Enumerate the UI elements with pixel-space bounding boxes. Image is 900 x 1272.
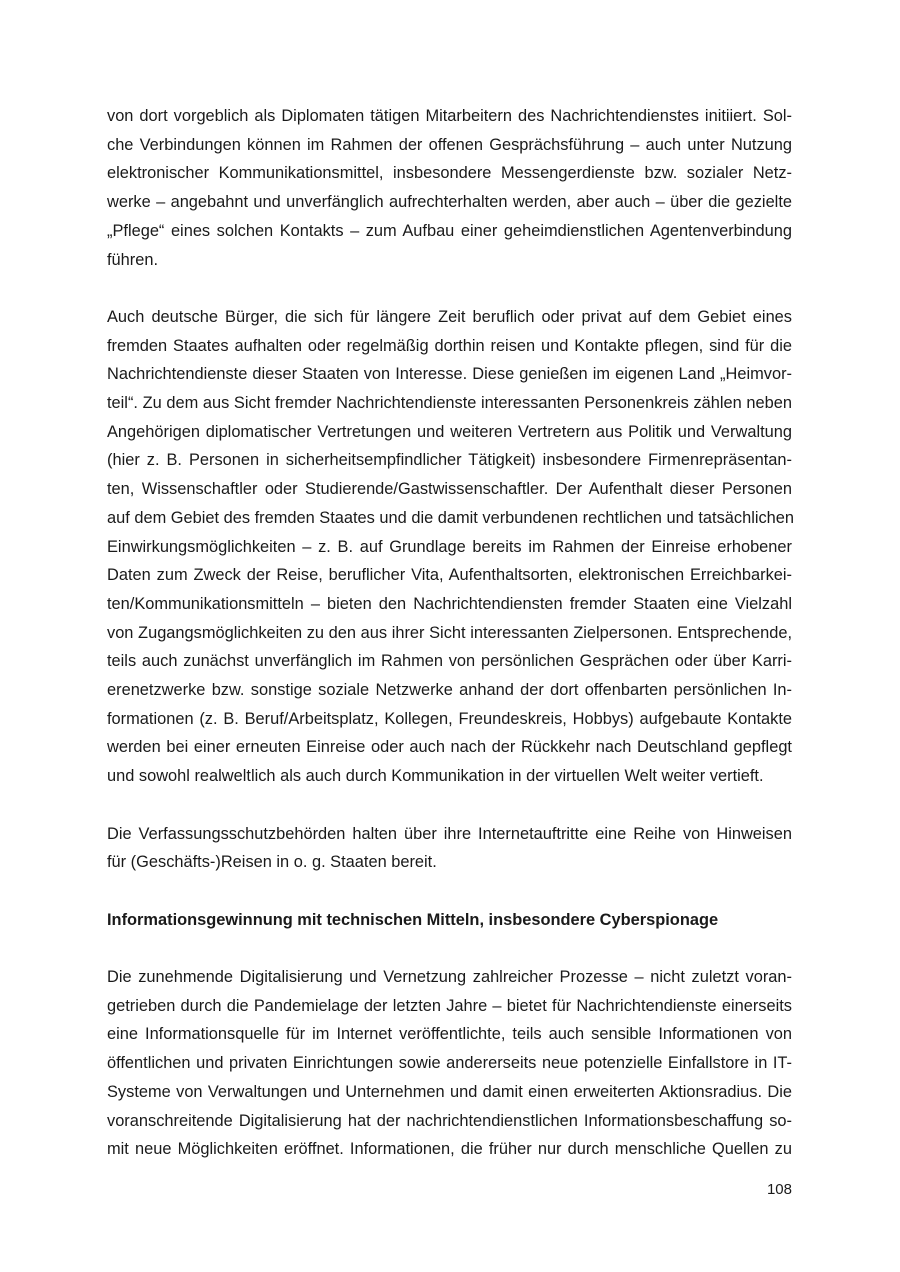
text-line: voranschreitende Digitalisierung hat der nachrichtendienstlichen Informationsbeschaffung so- <box>107 1111 792 1130</box>
text-line: Systeme von Verwaltungen und Unternehmen und damit einen erweiterten Aktionsradius. Die <box>107 1082 792 1101</box>
text-line: Einwirkungsmöglichkeiten – z. B. auf Grundlage bereits im Rahmen der Einreise erhobener <box>107 537 792 556</box>
text-line: (hier z. B. Personen in sicherheitsempfindlicher Tätigkeit) insbesondere Firmenrepräsentan- <box>107 451 792 470</box>
text-line: Die zunehmende Digitalisierung und Vernetzung zahlreicher Prozesse – nicht zuletzt voran- <box>107 968 792 987</box>
text-line: führen. <box>107 250 159 269</box>
paragraph-2 <box>107 303 795 791</box>
text-line: ten/Kommunikationsmitteln – bieten den Nachrichtendiensten fremder Staaten eine Vielzahl <box>107 594 792 613</box>
text-line: werden bei einer erneuten Einreise oder auch nach der Rückkehr nach Deutschland gepflegt <box>107 738 792 757</box>
text-line: eine Informationsquelle für im Internet veröffentlichte, teils auch sensible Informationen von <box>107 1025 792 1044</box>
text-line: teil“. Zu dem aus Sicht fremder Nachrichtendienste interessanten Personenkreis zählen neben <box>107 394 792 413</box>
text-line: werke – angebahnt und unverfänglich aufrechterhalten werden, aber auch – über die gezielte <box>107 193 792 212</box>
text-line: auf dem Gebiet des fremden Staates und die damit verbundenen rechtlichen und tatsächlichen <box>107 508 795 527</box>
text-line: elektronischer Kommunikationsmittel, insbesondere Messengerdienste bzw. sozialer Netz- <box>107 164 792 183</box>
paragraph-3 <box>107 820 792 877</box>
text-line: ten, Wissenschaftler oder Studierende/Gastwissenschaftler. Der Aufenthalt dieser Personen <box>107 480 792 499</box>
text-line: für (Geschäfts-)Reisen in o. g. Staaten bereit. <box>107 853 437 872</box>
paragraph-1 <box>107 102 792 274</box>
text-line: formationen (z. B. Beruf/Arbeitsplatz, Kollegen, Freundeskreis, Hobbys) aufgebaute Kontakte <box>107 709 792 728</box>
text-line: Angehörigen diplomatischer Vertretungen und weiteren Vertretern aus Politik und Verwaltung <box>107 422 792 441</box>
text-line: „Pflege“ eines solchen Kontakts – zum Aufbau einer geheimdienstlichen Agentenverbindung <box>107 221 792 240</box>
text-line: Auch deutsche Bürger, die sich für längere Zeit beruflich oder privat auf dem Gebiet eines <box>107 307 792 326</box>
text-line: Die Verfassungsschutzbehörden halten über ihre Internetauftritte eine Reihe von Hinweisen <box>107 824 792 843</box>
body-text <box>107 102 795 1164</box>
text-line: mit neue Möglichkeiten eröffnet. Informationen, die früher nur durch menschliche Quellen zu <box>107 1140 792 1159</box>
page-number: 108 <box>766 1181 792 1198</box>
text-line: fremden Staates aufhalten oder regelmäßig dorthin reisen und Kontakte pflegen, sind für die <box>107 336 792 355</box>
text-line: und sowohl realweltlich als auch durch Kommunikation in der virtuellen Welt weiter vertieft. <box>107 767 764 786</box>
section-heading: Informationsgewinnung mit technischen Mitteln, insbesondere Cyberspionage <box>107 910 719 929</box>
text-line: che Verbindungen können im Rahmen der offenen Gesprächsführung – auch unter Nutzung <box>107 135 792 154</box>
text-line: von Zugangsmöglichkeiten zu den aus ihrer Sicht interessanten Zielpersonen. Entsprechende, <box>107 623 792 642</box>
text-line: getrieben durch die Pandemielage der letzten Jahre – bietet für Nachrichtendienste einerseits <box>107 996 792 1015</box>
text-line: von dort vorgeblich als Diplomaten tätigen Mitarbeitern des Nachrichtendienstes initiiert. Sol- <box>107 107 792 125</box>
text-line: erenetzwerke bzw. sonstige soziale Netzwerke anhand der dort offenbarten persönlichen In- <box>107 681 792 700</box>
text-line: öffentlichen und privaten Einrichtungen sowie andererseits neue potenzielle Einfallstore in IT- <box>107 1054 792 1073</box>
paragraph-4 <box>107 963 792 1164</box>
text-line: teils auch zunächst unverfänglich im Rahmen von persönlichen Gesprächen oder über Karri- <box>107 652 792 671</box>
text-line: Daten zum Zweck der Reise, beruflicher Vita, Aufenthaltsorten, elektronischen Erreichbarkei- <box>107 566 792 585</box>
text-line: Nachrichtendienste dieser Staaten von Interesse. Diese genießen im eigenen Land „Heimvor- <box>107 365 792 384</box>
